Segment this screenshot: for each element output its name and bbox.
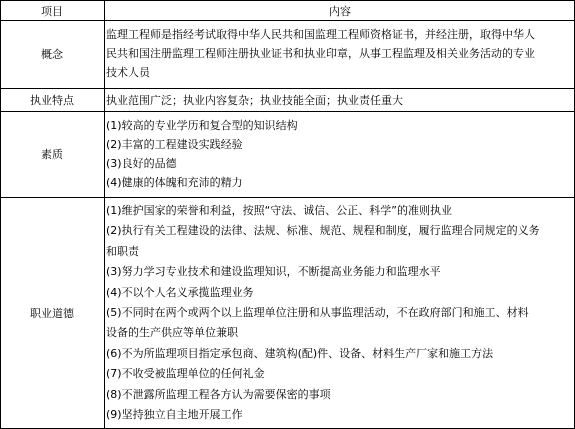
content-line: (9)坚持独立自主地开展工作 (106, 407, 243, 421)
row-label-cell (0, 21, 104, 88)
row-content-cell (105, 116, 575, 192)
row-label: 素质 (41, 148, 63, 161)
row-content-cell (105, 201, 575, 425)
content-line: (4)健康的体魄和充沛的精力 (106, 176, 243, 189)
content-line: (1)维护国家的荣誉和利益，按照“守法、诚信、公正、科学”的准则执业 (106, 204, 452, 217)
content-line: (1)较高的专业学历和复合型的知识结构 (106, 119, 298, 132)
content-line: (7)不收受被监理单位的任何礼金 (106, 367, 265, 381)
row-label-cell (0, 198, 104, 428)
header-content (105, 1, 575, 21)
content-line: 执业范围广泛；执业内容复杂；执业技能全面；执业责任重大 (106, 94, 403, 107)
content-line: (2)执行有关工程建设的法律、法规、标准、规范、规程和制度，履行监理合同规定的义务 (106, 224, 540, 238)
content-line: (3)良好的品德 (106, 157, 177, 170)
content-line: (8)不泄露所监理工程各方认为需要保密的事项 (106, 387, 331, 401)
table-row (0, 21, 575, 89)
content-line: 民共和国注册监理工程师注册执业证书和执业印章，从事工程监理及相关业务活动的专业 (106, 47, 535, 60)
table-row (0, 198, 575, 429)
content-line: 监理工程师是指经考试取得中华人民共和国监理工程师资格证书，并经注册，取得中华人 (106, 28, 535, 41)
content-line: (3)努力学习专业技术和建设监理知识，不断提高业务能力和监理水平 (106, 265, 441, 279)
content-line: (5)不同时在两个或两个以上监理单位注册和从事监理活动，不在政府部门和施工、材料 (106, 305, 529, 319)
content-line: 设备的生产供应等单位兼职 (106, 326, 238, 340)
table-row (0, 89, 575, 112)
content-line: (6)不为所监理项目指定承包商、建筑构(配)件、设备、材料生产厂家和施工方法 (106, 346, 494, 360)
header-content-label: 内容 (329, 4, 351, 18)
row-content-cell (105, 91, 575, 110)
row-label: 职业道德 (30, 306, 74, 320)
content-line: 和职责 (106, 244, 139, 258)
table-header-row (0, 0, 575, 21)
row-label-cell (0, 89, 104, 111)
content-line: (4)不以个人名义承揽监理业务 (106, 285, 254, 299)
row-content-cell (105, 25, 575, 82)
table-row (0, 112, 575, 198)
row-label-cell (0, 112, 104, 197)
header-item (0, 1, 104, 21)
row-label: 执业特点 (30, 93, 74, 107)
content-line: (2)丰富的工程建设实践经验 (106, 138, 243, 151)
header-item-label: 项目 (41, 4, 63, 18)
content-line: 技术人员 (106, 66, 150, 79)
row-label: 概念 (41, 48, 63, 61)
